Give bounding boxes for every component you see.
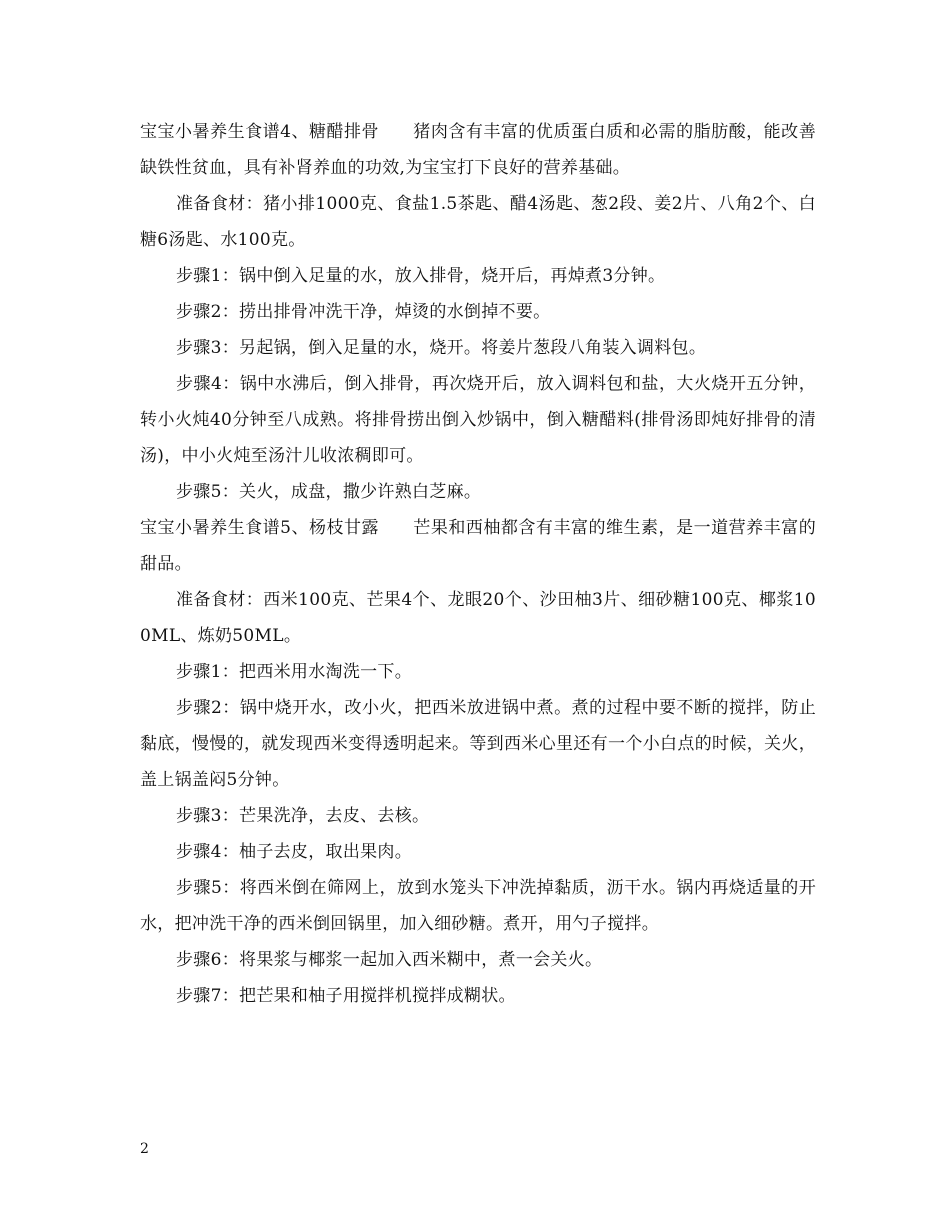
- recipe4-title: 宝宝小暑养生食谱4、糖醋排骨: [140, 122, 380, 142]
- recipe5-step-2: 步骤2：锅中烧开水，改小火，把西米放进锅中煮。煮的过程中要不断的搅拌，防止黏底，慢慢的，就发现西米变得透明起来。等到西米心里还有一个小白点的时候，关火，盖上锅盖闷5分钟。: [140, 698, 816, 790]
- recipe5-step-6: 步骤6：将果浆与椰浆一起加入西米糊中，煮一会关火。: [176, 950, 603, 970]
- recipe5-step-7: 步骤7：把芒果和柚子用搅拌机搅拌成糊状。: [176, 986, 516, 1006]
- page-number: 2: [140, 1141, 149, 1157]
- recipe5-step-5: 步骤5：将西米倒在筛网上，放到水笼头下冲洗掉黏质，沥干水。锅内再烧适量的开水，把冲洗干净的西米倒回锅里，加入细砂糖。煮开，用勺子搅拌。: [140, 878, 816, 934]
- recipe4-step-3: 步骤3：另起锅，倒入足量的水，烧开。将姜片葱段八角装入调料包。: [176, 338, 707, 358]
- recipe4-ingredients: 准备食材：猪小排1000克、食盐1.5茶匙、醋4汤匙、葱2段、姜2片、八角2个、白糖6汤匙、水100克。: [140, 194, 816, 250]
- recipe5-ingredients: 准备食材：西米100克、芒果4个、龙眼20个、沙田柚3片、细砂糖100克、椰浆100ML、炼奶50ML。: [140, 590, 816, 646]
- recipe4-step-4: 步骤4：锅中水沸后，倒入排骨，再次烧开后，放入调料包和盐，大火烧开五分钟，转小火炖40分钟至八成熟。将排骨捞出倒入炒锅中，倒入糖醋料(排骨汤即炖好排骨的清汤)，中小火炖至汤汁儿收浓稠即可。: [140, 374, 816, 466]
- recipe5-intro: 芒果和西柚都含有丰富的维生素，是一道营养丰富的甜品。: [140, 518, 816, 574]
- recipe4-step-5: 步骤5：关火，成盘，撒少许熟白芝麻。: [176, 482, 482, 502]
- recipe4-step-2: 步骤2：捞出排骨冲洗干净，焯烫的水倒掉不要。: [176, 302, 551, 322]
- recipe4-step-1: 步骤1：锅中倒入足量的水，放入排骨，烧开后，再焯煮3分钟。: [176, 266, 666, 286]
- recipe5-heading-paragraph: [140, 510, 816, 582]
- recipe5-step-1: 步骤1：把西米用水淘洗一下。: [176, 662, 413, 682]
- document-body: [140, 114, 816, 1014]
- recipe4-heading-paragraph: [140, 114, 816, 186]
- recipe4-intro: 猪肉含有丰富的优质蛋白质和必需的脂肪酸，能改善缺铁性贫血，具有补肾养血的功效,为宝宝打下良好的营养基础。: [140, 122, 816, 178]
- recipe5-step-4: 步骤4：柚子去皮，取出果肉。: [176, 842, 413, 862]
- recipe5-title: 宝宝小暑养生食谱5、杨枝甘露: [140, 518, 380, 538]
- recipe5-step-3: 步骤3：芒果洗净，去皮、去核。: [176, 806, 430, 826]
